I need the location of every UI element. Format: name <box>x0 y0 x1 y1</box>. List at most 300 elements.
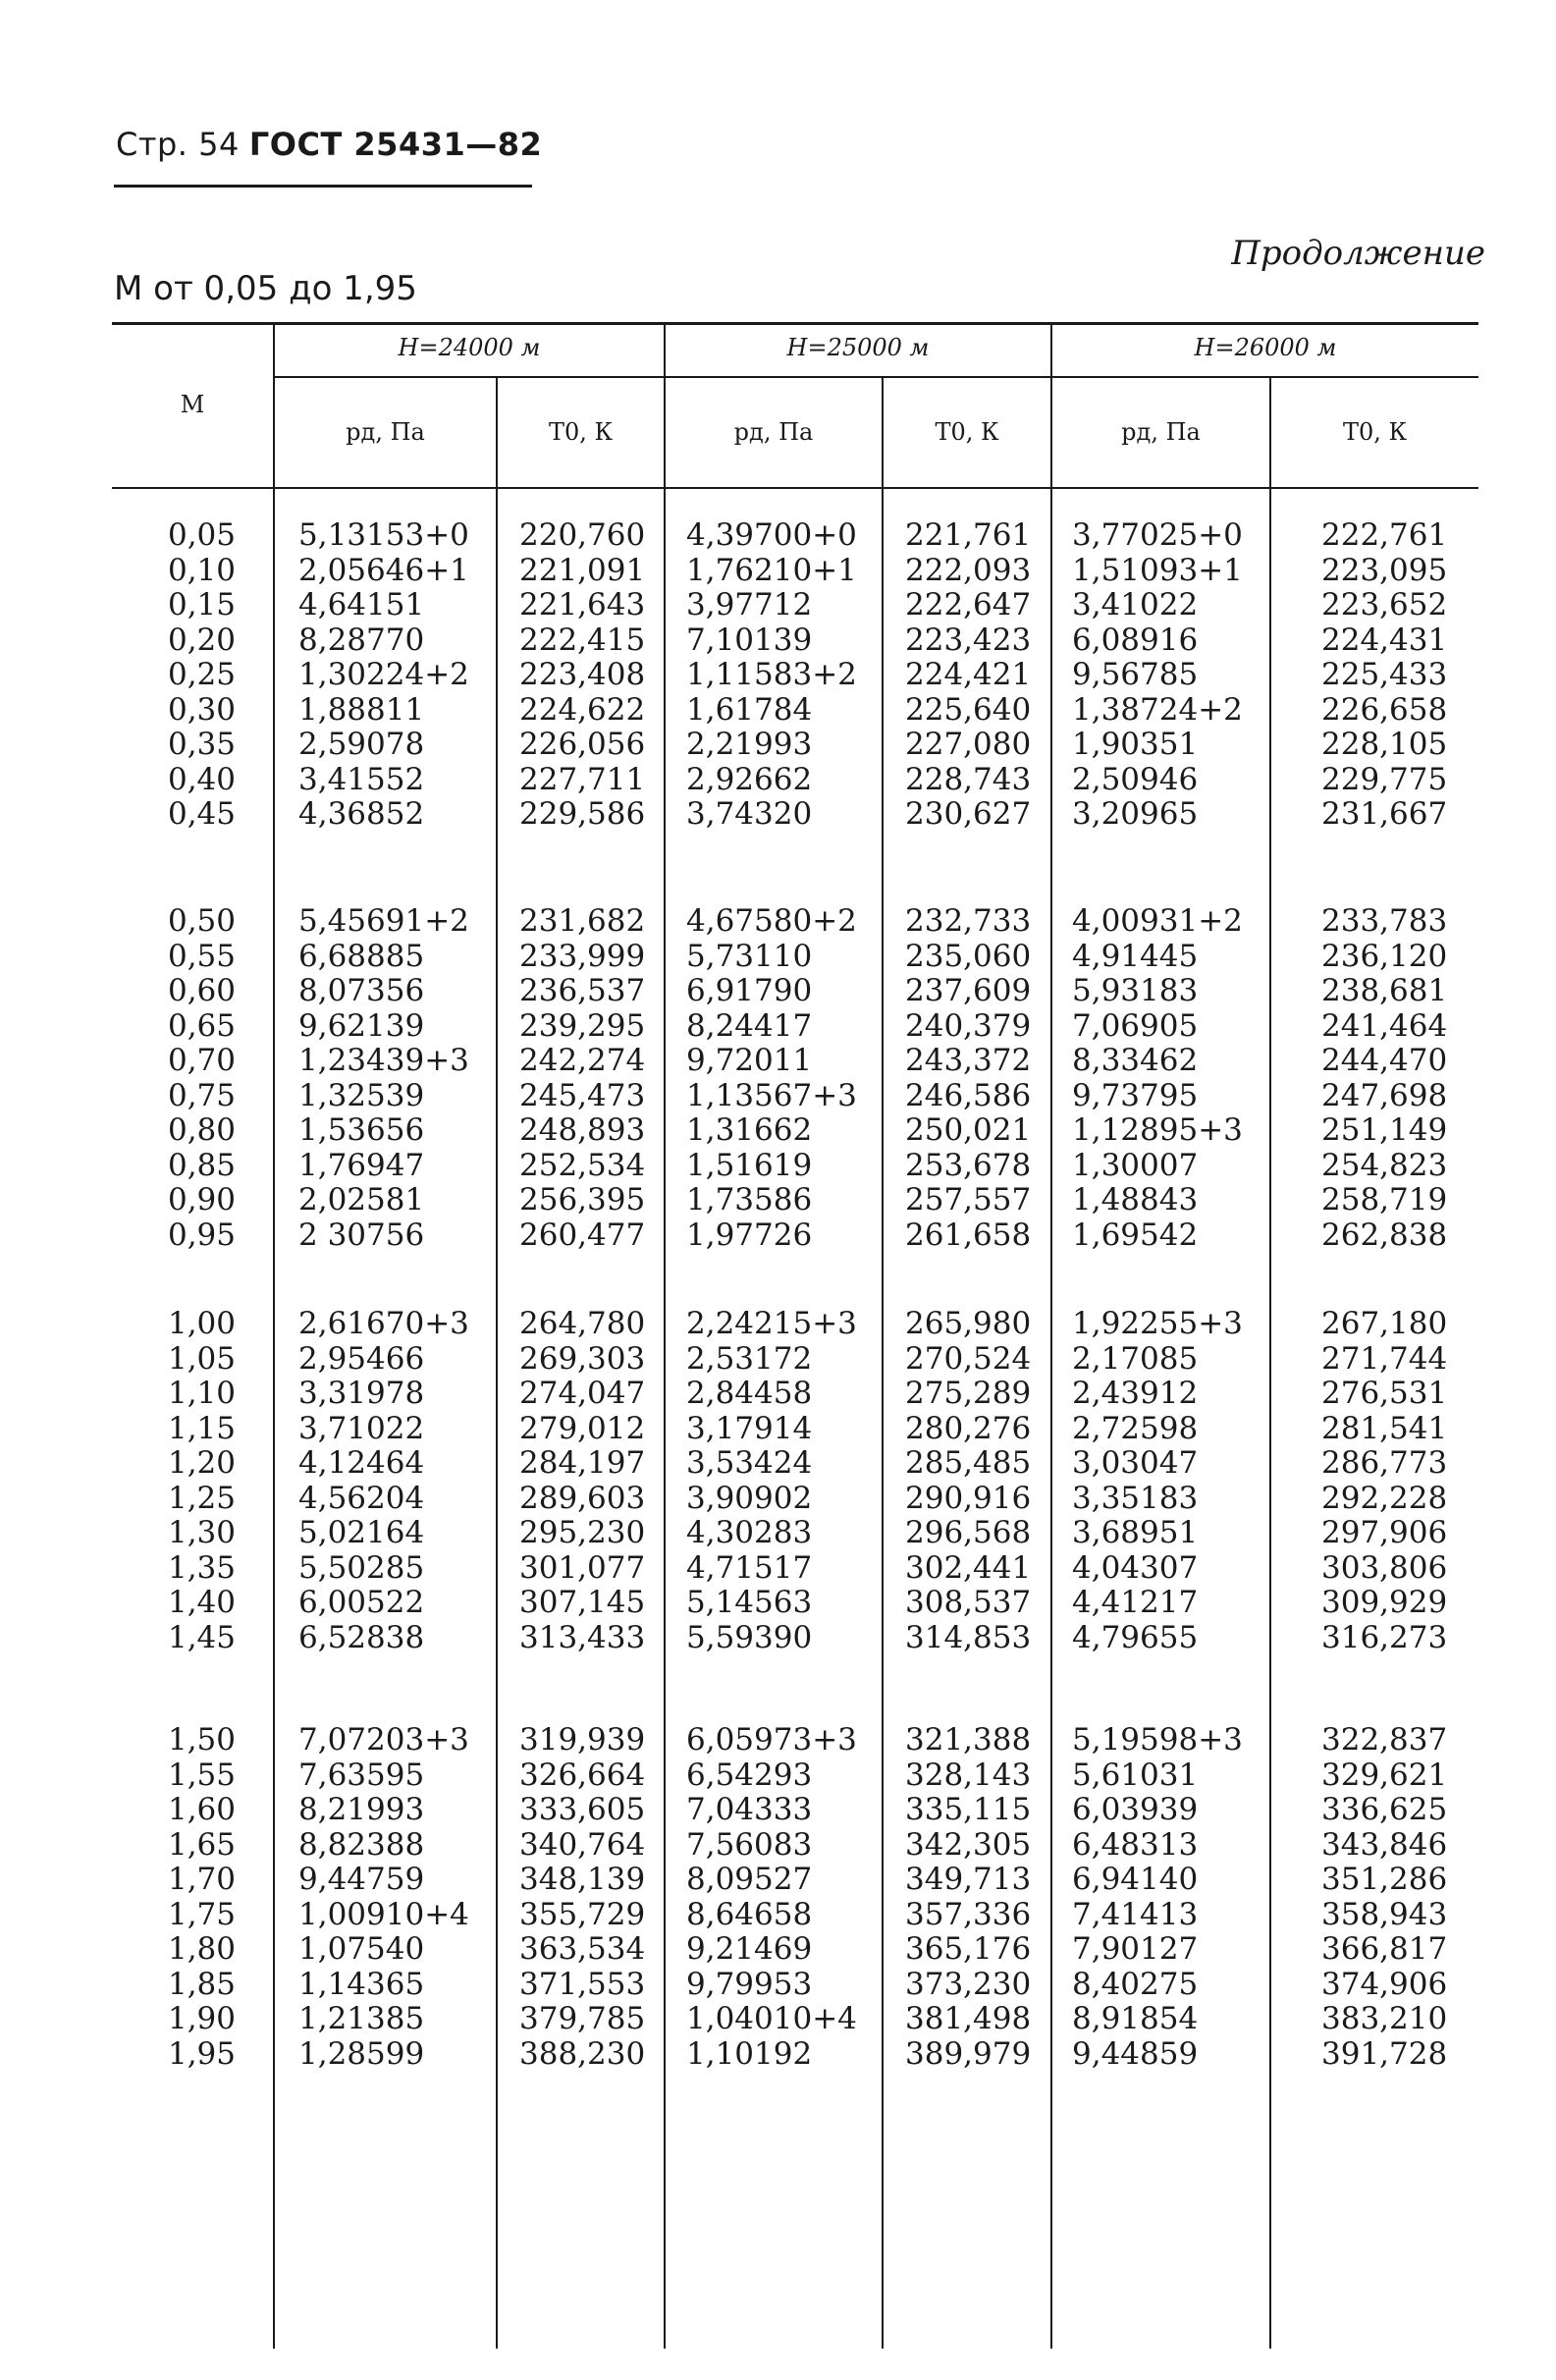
table-cell: 5,93183 <box>1072 973 1199 1008</box>
table-cell: 0,25 <box>167 657 236 692</box>
table-cell: 308,537 <box>905 1585 1032 1620</box>
table-cell: 244,470 <box>1321 1043 1448 1078</box>
table-cell: 8,24417 <box>686 1007 813 1044</box>
table-cell: 0,70 <box>167 1043 236 1078</box>
table-cell: 0,45 <box>167 796 236 832</box>
pressure-col-24000 <box>298 518 495 833</box>
table-cell: 4,00931+2 <box>1072 903 1243 939</box>
table-cell: 254,823 <box>1321 1147 1448 1183</box>
pressure-col-25000 <box>686 1723 878 2072</box>
header-t-1: T0, К <box>548 418 614 446</box>
table-cell: 4,41217 <box>1072 1585 1199 1620</box>
table-cell: 224,431 <box>1321 622 1448 658</box>
table-cell: 1,21385 <box>298 2001 425 2036</box>
table-cell: 4,56204 <box>298 1480 425 1516</box>
table-cell: 8,33462 <box>1072 1043 1199 1078</box>
table-cell: 232,733 <box>905 903 1032 939</box>
table-cell: 4,71517 <box>686 1549 813 1586</box>
table-cell: 267,180 <box>1321 1306 1448 1341</box>
table-cell: 9,21469 <box>686 1931 813 1967</box>
table-cell: 349,713 <box>905 1862 1032 1897</box>
table-cell: 1,00910+4 <box>298 1896 469 1932</box>
temperature-col-25000 <box>905 904 1047 1253</box>
table-cell: 227,711 <box>519 761 646 797</box>
table-cell: 342,305 <box>905 1826 1032 1863</box>
table-cell: 388,230 <box>519 2035 646 2072</box>
table-cell: 1,05 <box>167 1340 236 1377</box>
table-cell: 0,80 <box>167 1112 236 1148</box>
table-cell: 1,88811 <box>298 691 425 728</box>
table-cell: 366,817 <box>1321 1931 1448 1967</box>
table-cell: 2,17085 <box>1072 1340 1199 1377</box>
table-cell: 3,20965 <box>1072 796 1199 832</box>
page-number: Стр. 54 <box>116 126 240 163</box>
table-cell: 7,90127 <box>1072 1931 1199 1967</box>
table-cell: 281,541 <box>1321 1410 1448 1446</box>
header-m: М <box>180 391 205 418</box>
table-cell: 9,44759 <box>298 1862 425 1897</box>
table-cell: 240,379 <box>905 1007 1032 1044</box>
header-rule <box>114 185 532 188</box>
table-cell: 379,785 <box>519 2001 646 2036</box>
table-cell: 1,14365 <box>298 1966 425 2002</box>
table-cell: 319,939 <box>519 1722 646 1758</box>
table-cell: 321,388 <box>905 1722 1032 1758</box>
table-cell: 1,53656 <box>298 1112 425 1148</box>
table-cell: 269,303 <box>519 1340 646 1377</box>
table-cell: 225,640 <box>905 691 1032 728</box>
table-cell: 0,50 <box>167 903 236 939</box>
table-cell: 7,41413 <box>1072 1896 1199 1932</box>
temperature-col-26000 <box>1321 904 1469 1253</box>
table-cell: 309,929 <box>1321 1585 1448 1620</box>
table-cell: 4,91445 <box>1072 938 1199 974</box>
table-cell: 1,10 <box>167 1376 236 1411</box>
table-cell: 6,05973+3 <box>686 1722 857 1758</box>
table-cell: 1,30007 <box>1072 1147 1199 1183</box>
table-cell: 4,36852 <box>298 796 425 832</box>
table-cell: 1,40 <box>167 1585 236 1620</box>
table-cell: 226,056 <box>519 727 646 762</box>
table-cell: 383,210 <box>1321 2001 1448 2036</box>
table-cell: 251,149 <box>1321 1112 1448 1148</box>
mach-column <box>112 1307 236 1655</box>
table-cell: 223,095 <box>1321 552 1448 588</box>
table-cell: 230,627 <box>905 796 1032 832</box>
table-cell: 1,30224+2 <box>298 657 469 692</box>
table-cell: 265,980 <box>905 1306 1032 1341</box>
table-cell: 1,65 <box>167 1826 236 1863</box>
table-cell: 1,73586 <box>686 1182 813 1217</box>
table-cell: 1,76210+1 <box>686 552 857 588</box>
table-cell: 231,682 <box>519 903 646 939</box>
table-cell: 8,28770 <box>298 622 425 658</box>
table-cell: 264,780 <box>519 1306 646 1341</box>
table-cell: 3,77025+0 <box>1072 517 1243 553</box>
table-cell: 4,12464 <box>298 1445 425 1481</box>
table-cell: 302,441 <box>905 1549 1032 1586</box>
table-cell: 245,473 <box>519 1077 646 1113</box>
table-cell: 257,557 <box>905 1182 1032 1217</box>
table-cell: 275,289 <box>905 1376 1032 1411</box>
table-cell: 0,90 <box>167 1182 236 1217</box>
table-cell: 5,19598+3 <box>1072 1722 1243 1758</box>
table-cell: 4,30283 <box>686 1515 813 1550</box>
table-cell: 1,35 <box>167 1549 236 1586</box>
table-cell: 329,621 <box>1321 1757 1448 1793</box>
table-cell: 7,56083 <box>686 1826 813 1863</box>
table-cell: 357,336 <box>905 1896 1032 1932</box>
table-cell: 2,21993 <box>686 727 813 762</box>
table-cell: 6,00522 <box>298 1585 425 1620</box>
table-cell: 229,775 <box>1321 761 1448 797</box>
pressure-col-26000 <box>1072 1307 1268 1655</box>
table-cell: 5,02164 <box>298 1515 425 1550</box>
table-cell: 1,97726 <box>686 1217 813 1253</box>
table-cell: 4,64151 <box>298 587 425 622</box>
pressure-col-26000 <box>1072 904 1268 1253</box>
table-cell: 303,806 <box>1321 1549 1448 1586</box>
table-cell: 8,09527 <box>686 1862 813 1897</box>
table-cell: 1,75 <box>167 1896 236 1932</box>
table-cell: 233,783 <box>1321 903 1448 939</box>
table-cell: 1,04010+4 <box>686 2001 857 2036</box>
table-cell: 2,24215+3 <box>686 1306 857 1341</box>
col-divider-6 <box>1269 378 1271 2349</box>
table-cell: 348,139 <box>519 1862 646 1897</box>
table-cell: 4,04307 <box>1072 1549 1199 1586</box>
table-cell: 351,286 <box>1321 1862 1448 1897</box>
table-cell: 1,60 <box>167 1792 236 1827</box>
table-cell: 296,568 <box>905 1515 1032 1550</box>
table-cell: 2,53172 <box>686 1340 813 1377</box>
col-divider-4 <box>882 378 884 2349</box>
table-cell: 6,91790 <box>686 973 813 1008</box>
table-cell: 238,681 <box>1321 973 1448 1008</box>
table-cell: 0,10 <box>167 552 236 588</box>
table-cell: 6,03939 <box>1072 1792 1199 1827</box>
table-cell: 222,647 <box>905 587 1032 622</box>
table-cell: 227,080 <box>905 727 1032 762</box>
table-cell: 6,52838 <box>298 1619 425 1655</box>
table-cell: 6,08916 <box>1072 622 1199 658</box>
table-cell: 0,35 <box>167 727 236 762</box>
table-cell: 9,56785 <box>1072 657 1199 692</box>
table-cell: 242,274 <box>519 1043 646 1078</box>
pressure-col-25000 <box>686 518 878 833</box>
table-cell: 358,943 <box>1321 1896 1448 1932</box>
table-cell: 295,230 <box>519 1515 646 1550</box>
table-cell: 258,719 <box>1321 1182 1448 1217</box>
table-cell: 9,73795 <box>1072 1077 1199 1113</box>
table-cell: 389,979 <box>905 2035 1032 2072</box>
table-cell: 9,72011 <box>686 1043 813 1078</box>
table-cell: 363,534 <box>519 1931 646 1967</box>
table-cell: 1,69542 <box>1072 1217 1199 1253</box>
table-cell: 1,32539 <box>298 1077 425 1113</box>
table-cell: 301,077 <box>519 1549 646 1586</box>
table-cell: 5,59390 <box>686 1619 813 1655</box>
table-cell: 0,85 <box>167 1147 236 1183</box>
table-cell: 226,658 <box>1321 691 1448 728</box>
table-cell: 316,273 <box>1321 1619 1448 1655</box>
table-cell: 0,65 <box>167 1007 236 1044</box>
table-cell: 5,61031 <box>1072 1757 1199 1793</box>
table-cell: 228,105 <box>1321 727 1448 762</box>
table-cell: 252,534 <box>519 1147 646 1183</box>
temperature-col-26000 <box>1321 1307 1469 1655</box>
table-cell: 307,145 <box>519 1585 646 1620</box>
table-cell: 1,51619 <box>686 1147 813 1183</box>
col-divider-3 <box>664 322 666 2349</box>
table-cell: 224,622 <box>519 691 646 728</box>
table-cell: 8,07356 <box>298 973 425 1008</box>
table-cell: 223,423 <box>905 622 1032 658</box>
pressure-col-25000 <box>686 904 878 1253</box>
mach-column <box>112 904 236 1253</box>
temperature-col-24000 <box>519 1723 662 2072</box>
table-cell: 1,15 <box>167 1410 236 1446</box>
table-cell: 1,30 <box>167 1515 236 1550</box>
table-cell: 2,72598 <box>1072 1410 1199 1446</box>
table-cell: 1,20 <box>167 1445 236 1481</box>
table-cell: 6,48313 <box>1072 1826 1199 1863</box>
table-cell: 374,906 <box>1321 1966 1448 2002</box>
table-cell: 0,75 <box>167 1077 236 1113</box>
table-cell: 239,295 <box>519 1007 646 1044</box>
pressure-col-26000 <box>1072 518 1268 833</box>
mach-column <box>112 1723 236 2072</box>
pressure-col-24000 <box>298 904 495 1253</box>
table-cell: 3,41022 <box>1072 587 1199 622</box>
table-cell: 222,415 <box>519 622 646 658</box>
table-cell: 373,230 <box>905 1966 1032 2002</box>
table-cell: 221,091 <box>519 552 646 588</box>
table-cell: 235,060 <box>905 938 1032 974</box>
table-cell: 221,643 <box>519 587 646 622</box>
table-cell: 0,05 <box>167 517 236 553</box>
table-cell: 8,82388 <box>298 1826 425 1863</box>
temperature-col-24000 <box>519 1307 662 1655</box>
table-cell: 1,55 <box>167 1757 236 1793</box>
col-divider-2 <box>496 378 498 2349</box>
table-cell: 314,853 <box>905 1619 1032 1655</box>
table-cell: 3,74320 <box>686 796 813 832</box>
table-cell: 220,760 <box>519 517 646 553</box>
table-cell: 250,021 <box>905 1112 1032 1148</box>
table-cell: 3,68951 <box>1072 1515 1199 1550</box>
table-cell: 285,485 <box>905 1445 1032 1481</box>
table-cell: 5,45691+2 <box>298 903 469 939</box>
table-cell: 2,59078 <box>298 727 425 762</box>
table-cell: 6,94140 <box>1072 1862 1199 1897</box>
table-cell: 0,60 <box>167 973 236 1008</box>
table-cell: 5,14563 <box>686 1585 813 1620</box>
table-cell: 3,53424 <box>686 1445 813 1481</box>
table-cell: 1,28599 <box>298 2035 425 2072</box>
table-cell: 241,464 <box>1321 1007 1448 1044</box>
table-cell: 2,84458 <box>686 1376 813 1411</box>
header-p-1: pд, Па <box>346 418 425 446</box>
temperature-col-25000 <box>905 1307 1047 1655</box>
table-cell: 8,21993 <box>298 1792 425 1827</box>
mach-column <box>112 518 236 833</box>
table-cell: 223,652 <box>1321 587 1448 622</box>
table-cell: 2,43912 <box>1072 1376 1199 1411</box>
table-cell: 7,10139 <box>686 622 813 658</box>
table-cell: 326,664 <box>519 1757 646 1793</box>
header-t-3: T0, К <box>1342 418 1408 446</box>
table-cell: 2,61670+3 <box>298 1306 469 1341</box>
header-altitude-3: H=26000 м <box>1194 334 1337 361</box>
table-cell: 1,61784 <box>686 691 813 728</box>
table-cell: 1,76947 <box>298 1147 425 1183</box>
table-cell: 289,603 <box>519 1480 646 1516</box>
temperature-col-26000 <box>1321 518 1469 833</box>
table-cell: 236,120 <box>1321 938 1448 974</box>
table-cell: 243,372 <box>905 1043 1032 1078</box>
table-cell: 1,07540 <box>298 1931 425 1967</box>
table-cell: 340,764 <box>519 1826 646 1863</box>
table-cell: 1,95 <box>167 2035 236 2072</box>
header-t-2: T0, К <box>935 418 999 446</box>
table-cell: 365,176 <box>905 1931 1032 1967</box>
table-cell: 236,537 <box>519 973 646 1008</box>
table-cell: 391,728 <box>1321 2035 1448 2072</box>
table-cell: 1,90 <box>167 2001 236 2036</box>
table-cell: 9,44859 <box>1072 2035 1199 2072</box>
table-cell: 248,893 <box>519 1112 646 1148</box>
table-cell: 1,80 <box>167 1931 236 1967</box>
table-cell: 2,05646+1 <box>298 552 469 588</box>
header-bottom-rule <box>112 487 1478 489</box>
table-cell: 286,773 <box>1321 1445 1448 1481</box>
table-cell: 8,91854 <box>1072 2001 1199 2036</box>
table-cell: 2,92662 <box>686 761 813 797</box>
table-cell: 2,02581 <box>298 1182 425 1217</box>
table-cell: 261,658 <box>905 1217 1032 1253</box>
table-cell: 290,916 <box>905 1480 1032 1516</box>
table-cell: 6,68885 <box>298 938 425 974</box>
standard-code: ГОСТ 25431—82 <box>248 126 543 163</box>
table-cell: 336,625 <box>1321 1792 1448 1827</box>
table-cell: 2,95466 <box>298 1340 425 1377</box>
table-cell: 7,04333 <box>686 1792 813 1827</box>
table-cell: 1,45 <box>167 1619 236 1655</box>
table-cell: 1,13567+3 <box>686 1077 857 1113</box>
table-cell: 270,524 <box>905 1340 1032 1377</box>
header-p-2: pд, Па <box>733 418 814 446</box>
table-cell: 225,433 <box>1321 657 1448 692</box>
temperature-col-24000 <box>519 904 662 1253</box>
table-top-rule <box>112 322 1478 325</box>
col-divider-1 <box>273 322 275 2349</box>
table-cell: 1,12895+3 <box>1072 1112 1243 1148</box>
table-cell: 1,25 <box>167 1480 236 1516</box>
table-cell: 1,23439+3 <box>298 1043 469 1078</box>
table-cell: 1,70 <box>167 1862 236 1897</box>
table-cell: 271,744 <box>1321 1340 1448 1377</box>
table-cell: 297,906 <box>1321 1515 1448 1550</box>
table-cell: 262,838 <box>1321 1217 1448 1253</box>
table-cell: 371,553 <box>519 1966 646 2002</box>
table-cell: 313,433 <box>519 1619 646 1655</box>
pressure-col-25000 <box>686 1307 878 1655</box>
pressure-col-26000 <box>1072 1723 1268 2072</box>
table-cell: 8,64658 <box>686 1896 813 1932</box>
table-cell: 222,093 <box>905 552 1032 588</box>
table-cell: 3,41552 <box>298 761 425 797</box>
continuation-label: Продолжение <box>1231 234 1485 273</box>
table-cell: 328,143 <box>905 1757 1032 1793</box>
table-cell: 256,395 <box>519 1182 646 1217</box>
table-cell: 5,13153+0 <box>298 517 469 553</box>
table-cell: 224,421 <box>905 657 1032 692</box>
table-cell: 2,50946 <box>1072 761 1199 797</box>
table-cell: 253,678 <box>905 1147 1032 1183</box>
table-cell: 0,55 <box>167 938 236 974</box>
table-cell: 1,50 <box>167 1722 236 1758</box>
table-cell: 355,729 <box>519 1896 646 1932</box>
table-cell: 1,38724+2 <box>1072 691 1243 728</box>
table-cell: 3,90902 <box>686 1480 813 1516</box>
table-cell: 292,228 <box>1321 1480 1448 1516</box>
table-cell: 4,39700+0 <box>686 517 857 553</box>
table-cell: 1,10192 <box>686 2035 813 2072</box>
table-cell: 221,761 <box>905 517 1032 553</box>
temperature-col-26000 <box>1321 1723 1469 2072</box>
table-cell: 233,999 <box>519 938 646 974</box>
table-cell: 237,609 <box>905 973 1032 1008</box>
table-cell: 335,115 <box>905 1792 1032 1827</box>
table-cell: 3,31978 <box>298 1376 425 1411</box>
table-cell: 381,498 <box>905 2001 1032 2036</box>
table-cell: 4,79655 <box>1072 1619 1199 1655</box>
header-altitude-2: H=25000 м <box>786 334 930 361</box>
table-cell: 260,477 <box>519 1217 646 1253</box>
table-cell: 222,761 <box>1321 517 1448 553</box>
table-cell: 223,408 <box>519 657 646 692</box>
table-cell: 3,97712 <box>686 587 813 622</box>
table-cell: 0,40 <box>167 761 236 797</box>
data-table <box>112 322 1478 2351</box>
table-cell: 0,95 <box>167 1217 236 1253</box>
page-header <box>116 126 542 163</box>
table-cell: 284,197 <box>519 1445 646 1481</box>
table-cell: 228,743 <box>905 761 1032 797</box>
table-cell: 1,48843 <box>1072 1182 1199 1217</box>
col-divider-5 <box>1050 322 1052 2349</box>
subheader-rule <box>273 376 1478 378</box>
table-cell: 280,276 <box>905 1410 1032 1446</box>
temperature-col-24000 <box>519 518 662 833</box>
table-cell: 1,92255+3 <box>1072 1306 1243 1341</box>
table-cell: 6,54293 <box>686 1757 813 1793</box>
table-cell: 229,586 <box>519 796 646 832</box>
table-cell: 7,63595 <box>298 1757 425 1793</box>
temperature-col-25000 <box>905 518 1047 833</box>
table-cell: 322,837 <box>1321 1722 1448 1758</box>
table-cell: 231,667 <box>1321 796 1448 832</box>
table-cell: 3,35183 <box>1072 1480 1199 1516</box>
table-cell: 1,51093+1 <box>1072 552 1243 588</box>
table-cell: 343,846 <box>1321 1826 1448 1863</box>
table-cell: 8,40275 <box>1072 1966 1199 2002</box>
pressure-col-24000 <box>298 1723 495 2072</box>
table-cell: 274,047 <box>519 1376 646 1411</box>
range-label: М от 0,05 до 1,95 <box>114 269 417 308</box>
pressure-col-24000 <box>298 1307 495 1655</box>
